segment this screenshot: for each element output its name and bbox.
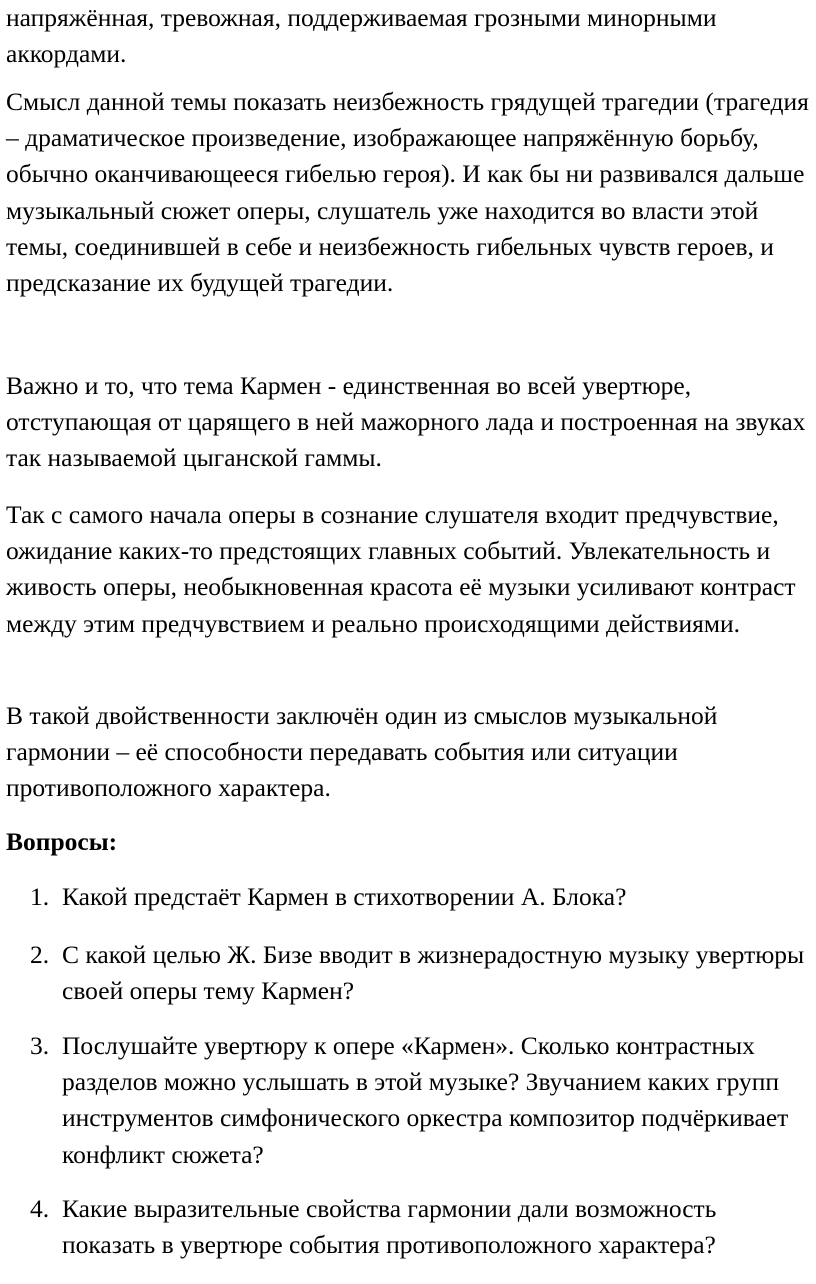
paragraph-4: Так с самого начала оперы в сознание слушателя входит предчувствие, ожидание каких-то предстоящих главных событий. Увлекательность и живость оперы, необыкновенная красота её музыки усиливают контраст между этим предчувствием и реально происходящими действиями.: [6, 500, 796, 638]
question-number: 3.: [30, 1031, 50, 1060]
question-number: 2.: [30, 940, 50, 969]
question-number: 4.: [30, 1194, 50, 1223]
question-number: 1.: [30, 882, 50, 911]
question-item-1: [6, 879, 806, 915]
question-text: Какие выразительные свойства гармонии дали возможность показать в увертюре события противоположного характера?: [62, 1194, 717, 1260]
question-item-3: [6, 1028, 806, 1173]
question-item-2: [6, 937, 806, 1009]
paragraph-2: Смысл данной темы показать неизбежность грядущей трагедии (трагедия – драматическое произведение, изображающее напряжённую борьбу, обычно оканчивающееся гибелью героя). И как бы ни развивался дальше музыкальный сюжет оперы, слушатель уже находится во власти этой темы, соединившей в себе и неизбежность гибельных чувств героев, и предсказание их будущей трагедии.: [6, 87, 809, 298]
question-text: С какой целью Ж. Бизе вводит в жизнерадостную музыку увертюры своей оперы тему Кармен?: [62, 940, 805, 1006]
paragraph-1: напряжённая, тревожная, поддерживаемая грозными минорными аккордами.: [6, 3, 717, 69]
questions-heading: Вопросы:: [6, 827, 118, 856]
question-text: Послушайте увертюру к опере «Кармен». Сколько контрастных разделов можно услышать в этой музыке? Звучанием каких групп инструментов симфонического оркестра композитор подчёркивает конфликт сюжета?: [62, 1031, 789, 1169]
question-item-4: [6, 1191, 806, 1263]
paragraph-3: Важно и то, что тема Кармен - единственная во всей увертюре, отступающая от царящего в ней мажорного лада и построенная на звуках так называемой цыганской гаммы.: [6, 371, 806, 473]
question-text: Какой предстаёт Кармен в стихотворении А. Блока?: [62, 882, 627, 911]
paragraph-5: В такой двойственности заключён один из смыслов музыкальной гармонии – её способности передавать события или ситуации противоположного характера.: [6, 701, 718, 803]
